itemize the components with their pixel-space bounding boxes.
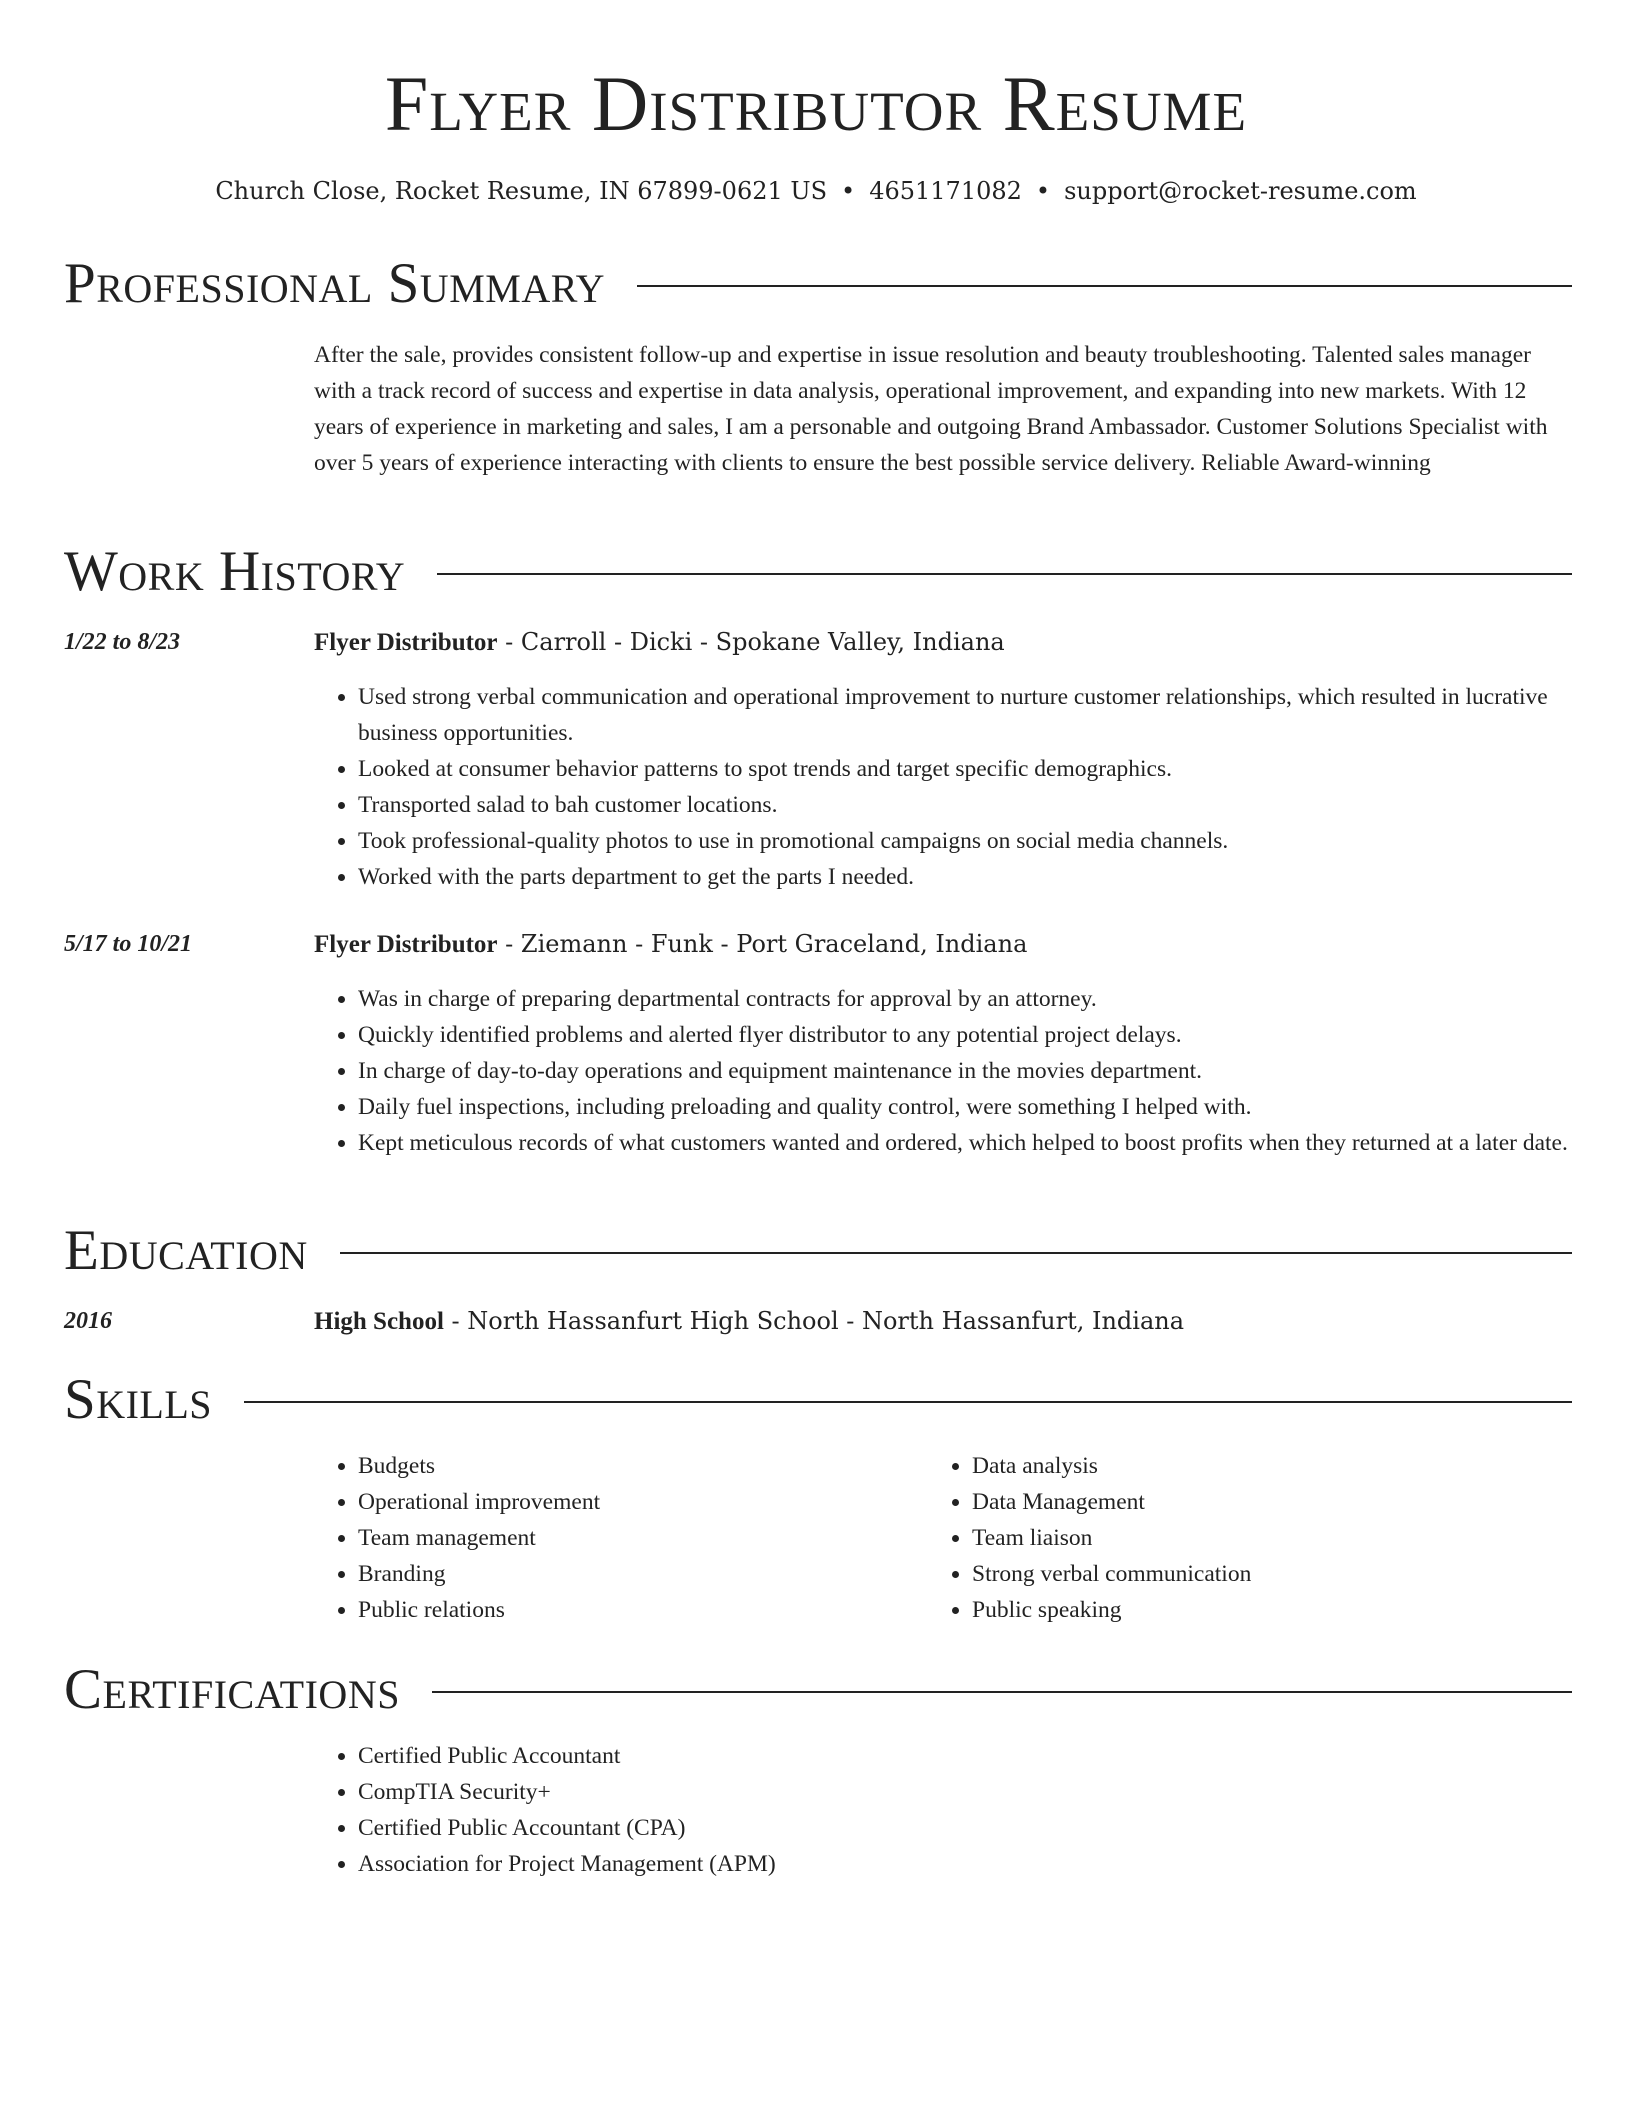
certifications-section-heading	[64, 1658, 1572, 1722]
list-item: • Data Management	[972, 1484, 1568, 1520]
list-item: • CompTIA Security+	[358, 1774, 1572, 1810]
work-section-heading	[64, 540, 1572, 604]
list-item: • In charge of day-to-day operations and equipment maintenance in the movies department.	[358, 1053, 1572, 1089]
list-item: • Transported salad to bah customer locations.	[358, 787, 1572, 823]
contact-address: Church Close, Rocket Resume, IN 67899-0621 US	[215, 177, 828, 205]
list-item: • Association for Project Management (APM)	[358, 1846, 1572, 1882]
section-divider	[340, 1252, 1572, 1254]
list-item: • Data analysis	[972, 1448, 1568, 1484]
list-item: • Public speaking	[972, 1592, 1568, 1628]
skills-section-heading	[64, 1368, 1572, 1432]
list-item: • Operational improvement	[358, 1484, 914, 1520]
list-item: • Quickly identified problems and alerted flyer distributor to any potential project delays.	[358, 1017, 1572, 1053]
list-item: • Looked at consumer behavior patterns to spot trends and target specific demographics.	[358, 751, 1572, 787]
list-item: • Team liaison	[972, 1520, 1568, 1556]
list-item: • Took professional-quality photos to use in promotional campaigns on social media channels.	[358, 823, 1572, 859]
work-heading-label: Work History	[64, 540, 406, 603]
job-dates: 5/17 to 10/21	[64, 931, 193, 957]
education-degree: High School	[314, 1308, 444, 1335]
education-details: - North Hassanfurt High School - North Hassanfurt, Indiana	[443, 1307, 1185, 1335]
skills-heading-label: Skills	[64, 1368, 213, 1431]
education-section-heading	[64, 1219, 1572, 1283]
list-item: • Branding	[358, 1556, 914, 1592]
education-entry	[314, 1304, 1572, 1339]
job-header	[314, 927, 1572, 962]
skills-list-left	[314, 1448, 914, 1628]
resume-title: Flyer Distributor Resume	[384, 60, 1248, 147]
skills-list-right	[928, 1448, 1568, 1628]
list-item: • Strong verbal communication	[972, 1556, 1568, 1592]
list-item: • Worked with the parts department to get the parts I needed.	[358, 859, 1572, 895]
job-bullets	[314, 981, 1572, 1161]
list-item: • Daily fuel inspections, including preloading and quality control, were something I helped with.	[358, 1089, 1572, 1125]
summary-section-heading	[64, 252, 1572, 316]
section-divider	[244, 1401, 1572, 1403]
list-item: • Certified Public Accountant (CPA)	[358, 1810, 1572, 1846]
list-item: • Was in charge of preparing departmental contracts for approval by an attorney.	[358, 981, 1572, 1017]
contact-email: support@rocket-resume.com	[1064, 177, 1417, 205]
list-item: • Used strong verbal communication and operational improvement to nurture customer relationships, which resulted in lucrative business opportunities.	[358, 679, 1572, 751]
list-item: • Certified Public Accountant	[358, 1738, 1572, 1774]
job-header	[314, 625, 1572, 660]
list-item: • Budgets	[358, 1448, 914, 1484]
contact-line	[0, 175, 1632, 207]
summary-heading-label: Professional Summary	[64, 252, 606, 315]
contact-separator: •	[1035, 177, 1051, 205]
job-role: Flyer Distributor	[314, 931, 498, 958]
list-item: • Public relations	[358, 1592, 914, 1628]
list-item: • Kept meticulous records of what customers wanted and ordered, which helped to boost profits when they returned at a later date.	[358, 1125, 1572, 1161]
job-role: Flyer Distributor	[314, 629, 498, 656]
contact-phone: 4651171082	[869, 177, 1022, 205]
certifications-heading-label: Certifications	[64, 1658, 400, 1721]
education-year: 2016	[64, 1308, 112, 1334]
education-heading-label: Education	[64, 1219, 308, 1282]
job-details: - Ziemann - Funk - Port Graceland, Indiana	[497, 930, 1028, 958]
job-dates: 1/22 to 8/23	[64, 629, 181, 655]
certifications-list	[314, 1738, 1572, 1882]
job-details: - Carroll - Dicki - Spokane Valley, Indiana	[497, 628, 1005, 656]
section-divider	[437, 573, 1572, 575]
section-divider	[432, 1691, 1572, 1693]
section-divider	[637, 285, 1572, 287]
job-bullets	[314, 679, 1572, 895]
list-item: • Team management	[358, 1520, 914, 1556]
summary-text: After the sale, provides consistent follow-up and expertise in issue resolution and beauty troubleshooting. Talented sales manager with a track record of success and expertise in data analysis, operational improvement, and expanding into new markets. With 12 years of experience in marketing and sales, I am a personable and outgoing Brand Ambassador. Customer Solutions Specialist with over 5 years of experience interacting with clients to ensure the best possible service delivery. Reliable Award-winning	[314, 342, 1548, 476]
contact-separator: •	[841, 177, 856, 205]
